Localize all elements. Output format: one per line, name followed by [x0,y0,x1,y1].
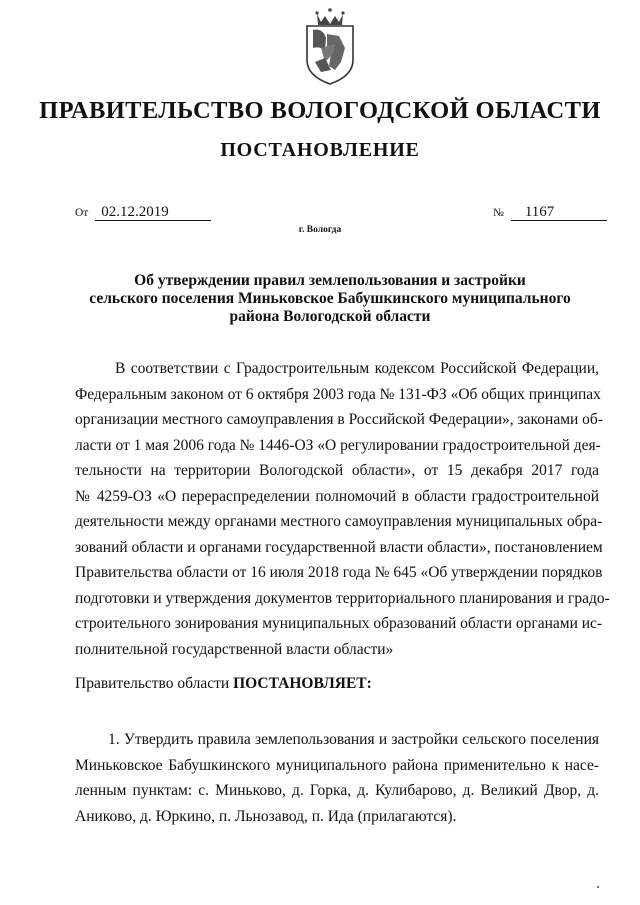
paragraph-line: Миньковское Бабушкинского муниципального района применительно к насе- [75,756,599,774]
paragraph-line: Правительства области от 16 июля 2018 года № 645 «Об утверждении порядков [75,564,603,581]
date-label: От [75,207,89,219]
title-line: района Вологодской области [229,308,431,325]
government-title: ПРАВИТЕЛЬСТВО ВОЛОГОДСКОЙ ОБЛАСТИ [39,97,601,124]
paragraph-line: Федеральным законом от 6 октября 2003 года № 131-ФЗ «Об общих принципах [75,385,601,403]
paragraph-line: тельности на территории Вологодской области», от 15 декабря 2017 года [75,462,599,479]
number-field [493,205,607,221]
paragraph-line: В соответствии с Градостроительным кодексом Российской Федерации, [115,360,599,377]
paragraph-line: ленным пунктам: с. Миньково, д. Горка, д. Кулибарово, д. Великий Двор, д. [75,782,599,799]
number-value: 1167 [511,205,607,221]
paragraph-line: строительного зонирования муниципальных образований области органами ис- [75,615,603,632]
paragraph-line: зований области и органами государственной власти области», постановлением [75,538,603,556]
coat-of-arms-icon [295,0,365,88]
paragraph-line: подготовки и утверждения документов территориального планирования и градо- [75,589,610,607]
city-label: г. Вологда [298,225,342,235]
preamble-paragraph [75,356,610,662]
scan-speck [597,886,599,888]
decree-subject: Правительство области [75,675,230,692]
paragraph-line: полнительной государственной власти области» [75,640,394,658]
paragraph-line: Аниково, д. Юркино, п. Льнозавод, п. Ида (прилагаются). [75,807,457,825]
paragraph-line: № 4259-ОЗ «О перераспределении полномочий в области градостроительной [75,487,599,505]
number-label: № [493,207,504,219]
document-type: ПОСТАНОВЛЕНИЕ [220,139,420,161]
paragraph-line: организации местного самоуправления в Российской Федерации», законами об- [75,411,603,428]
date-field [75,205,211,221]
paragraph-line: ласти от 1 мая 2006 года № 1446-ОЗ «О регулировании градостроительной дея- [75,436,601,454]
date-value: 02.12.2019 [95,205,211,221]
document-title [60,272,600,326]
item-1-paragraph [75,727,599,829]
decree-line [75,671,372,697]
paragraph-line: 1. Утвердить правила землепользования и застройки сельского поселения [108,731,599,748]
title-line: сельского поселения Миньковское Бабушкинского муниципального [89,290,571,307]
decree-verb: ПОСТАНОВЛЯЕТ: [233,675,372,692]
paragraph-line: деятельности между органами местного самоуправления муниципальных обра- [75,513,603,530]
title-line: Об утверждении правил землепользования и застройки [134,272,526,289]
